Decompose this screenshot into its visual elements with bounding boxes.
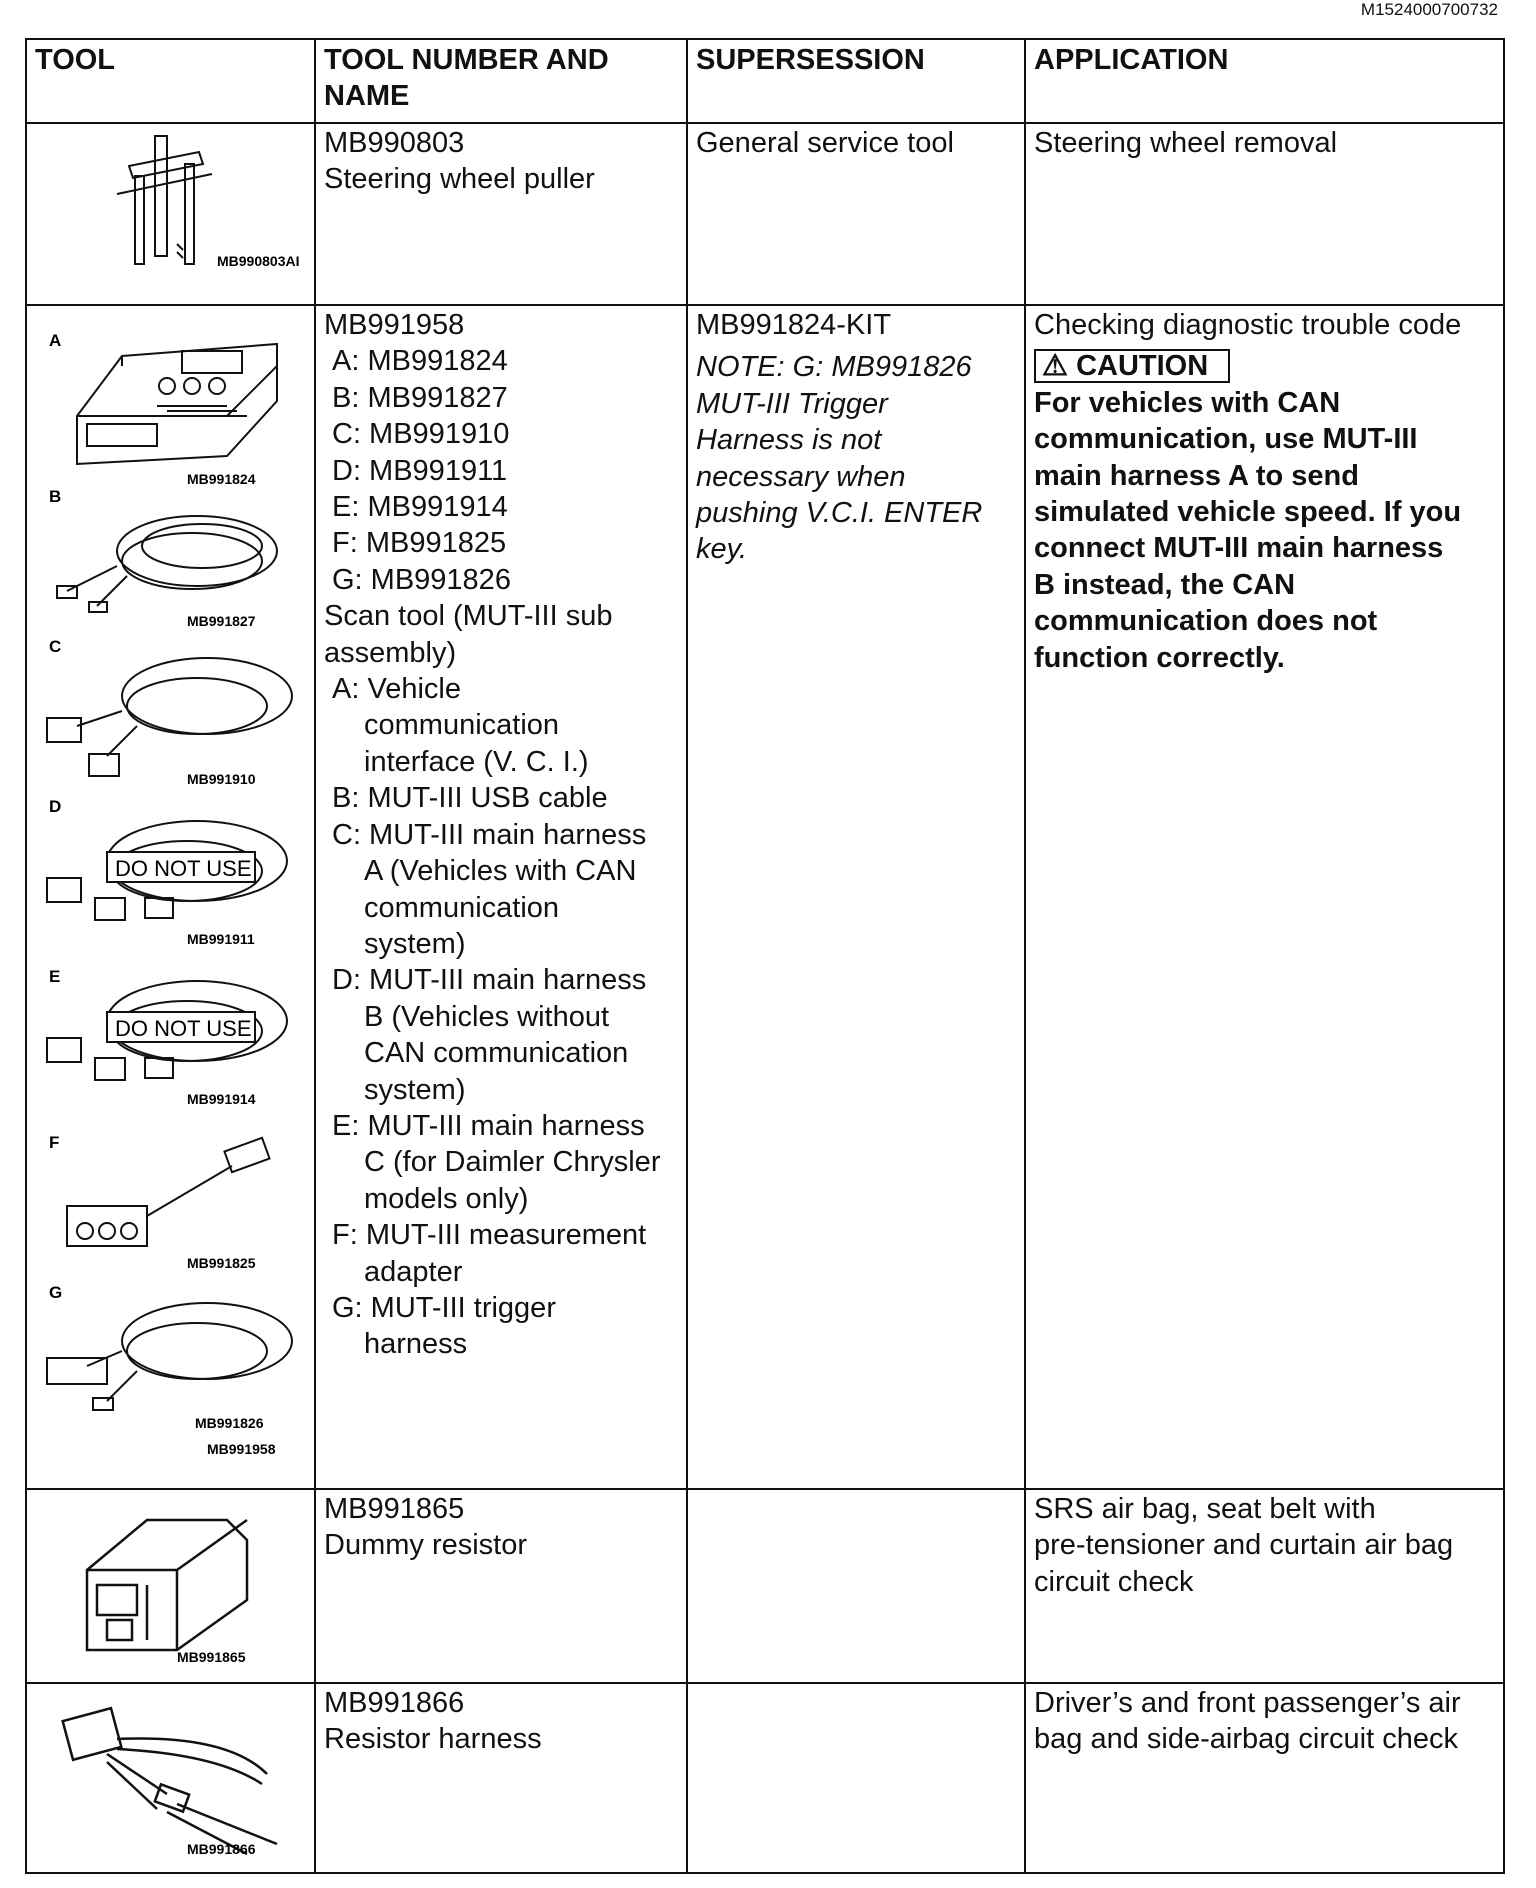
application-cell [1025,1489,1504,1683]
table-row [26,305,1504,1489]
resistor-harness-illustration [27,1684,316,1874]
caution-line: For vehicles with CAN [1034,386,1341,419]
image-label-e: MB991914 [187,1091,256,1107]
item-letter-c: C [49,637,62,656]
item-letter-e: E [49,967,61,986]
caution-box [1034,349,1230,383]
description-f-cont: adapter [364,1255,463,1288]
tool-name: Resistor harness [324,1723,542,1756]
tool-image-cell [26,305,315,1489]
vci-device [77,344,277,464]
description-a-cont: interface (V. C. I.) [364,745,589,778]
header-supersession: SUPERSESSION [687,39,1025,123]
component-g: G: MB991826 [332,563,511,596]
puller-handle [117,174,212,194]
application-line: circuit check [1034,1565,1194,1598]
do-not-use-d: DO NOT USE [115,856,252,881]
description-e-cont: C (for Daimler Chrysler [364,1146,661,1179]
component-e: E: MB991914 [332,491,508,524]
caution-line: function correctly. [1034,641,1285,674]
application-line: Driver’s and front passenger’s air [1034,1687,1461,1719]
caution-line: B instead, the CAN [1034,568,1296,601]
supersession-cell [687,305,1025,1489]
tool-name-line-1: Scan tool (MUT-III sub [324,600,613,633]
table-row [26,123,1504,305]
special-tools-table [25,38,1505,1874]
image-label: MB991866 [187,1841,256,1857]
warning-triangle-icon: ⚠ [1042,350,1068,383]
image-label-c: MB991910 [187,771,256,787]
caution-line: communication, use MUT-III [1034,423,1418,456]
header-application: APPLICATION [1025,39,1504,123]
image-label: MB991865 [177,1649,246,1665]
tool-number: MB991958 [324,309,465,341]
puller-center-bolt [155,136,167,256]
main-harness-a [47,658,292,776]
supersession-cell [687,123,1025,305]
component-c: C: MB991910 [332,418,510,451]
application-line: pre-tensioner and curtain air bag [1034,1529,1454,1562]
description-d-cont: B (Vehicles without [364,1000,610,1033]
tool-name: Dummy resistor [324,1529,528,1562]
trigger-harness [47,1303,292,1410]
application-cell [1025,305,1504,1489]
caution-line: communication does not [1034,605,1378,638]
description-a-cont: communication [364,709,560,742]
tool-name-line-2: assembly) [324,636,457,669]
caution-line: connect MUT-III main harness [1034,532,1444,565]
description-g: G: MUT-III trigger [332,1291,556,1324]
header-tool-number-and-name: TOOL NUMBER AND NAME [315,39,687,123]
application-text: Checking diagnostic trouble code [1034,309,1462,341]
document-id: M1524000700732 [1360,0,1498,19]
tool-number: MB991866 [324,1687,465,1719]
note-line: pushing V.C.I. ENTER [696,497,983,530]
tool-number-and-name-cell [315,1489,687,1683]
mut-iii-kit-illustration [27,306,316,1490]
tool-number: MB991865 [324,1493,465,1525]
tool-number-and-name-cell [315,123,687,305]
caution-line: simulated vehicle speed. If you [1034,496,1462,529]
supersession-cell [687,1683,1025,1873]
application-line: SRS air bag, seat belt with [1034,1493,1376,1525]
usb-cable [57,516,277,612]
steering-wheel-puller-illustration [27,124,316,306]
application-cell [1025,123,1504,305]
description-e-cont: models only) [364,1182,529,1215]
caution-text [1034,385,1495,676]
harness-wire [117,1738,267,1774]
note-line: key. [696,533,748,566]
table-row [26,1489,1504,1683]
image-label-f: MB991825 [187,1255,256,1271]
image-label: MB991958 [207,1441,276,1457]
do-not-use-e: DO NOT USE [115,1016,252,1041]
description-e: E: MUT-III main harness [332,1109,645,1142]
caution-line: main harness A to send [1034,459,1359,492]
tool-image-cell [26,1683,315,1873]
tool-image-cell [26,123,315,305]
supersession-text: MB991824-KIT [696,309,892,341]
item-letter-b: B [49,487,62,506]
item-letter-d: D [49,797,62,816]
description-c-cont: system) [364,927,466,960]
description-g-cont: harness [364,1328,468,1361]
header-tool: TOOL [26,39,315,123]
table-header-row [26,39,1504,123]
note-line: NOTE: G: MB991826 [696,351,972,384]
description-f: F: MUT-III measurement [332,1219,647,1252]
application-cell [1025,1683,1504,1873]
tool-name: Steering wheel puller [324,163,595,196]
image-label: MB990803AI [217,253,300,269]
supersession-note [696,349,1016,567]
harness-connector [63,1708,122,1760]
description-c: C: MUT-III main harness [332,818,647,851]
application-text: Steering wheel removal [1034,127,1338,159]
supersession-text: General service tool [696,127,954,159]
component-f: F: MB991825 [332,527,507,560]
description-b: B: MUT-III USB cable [332,782,608,815]
supersession-cell [687,1489,1025,1683]
tool-number-and-name-cell [315,305,687,1489]
application-line: bag and side-airbag circuit check [1034,1723,1458,1756]
component-d: D: MB991911 [332,454,508,487]
image-label-g: MB991826 [195,1415,264,1431]
note-line: necessary when [696,460,906,493]
item-letter-a: A [49,331,62,350]
description-d: D: MUT-III main harness [332,964,647,997]
image-label-d: MB991911 [187,931,255,947]
image-label-b: MB991827 [187,613,256,629]
description-c-cont: A (Vehicles with CAN [364,855,637,888]
note-line: Harness is not [696,424,882,457]
description-d-cont: system) [364,1073,466,1106]
measurement-adapter [67,1138,270,1246]
tool-number-and-name-cell [315,1683,687,1873]
table-row [26,1683,1504,1873]
tool-number: MB990803 [324,127,465,159]
description-a: A: Vehicle [332,673,461,706]
tool-image-cell [26,1489,315,1683]
image-label-a: MB991824 [187,471,256,487]
caution-label: CAUTION [1076,350,1209,383]
item-letter-f: F [49,1133,60,1152]
note-line: MUT-III Trigger [696,387,888,420]
item-letter-g: G [49,1283,63,1302]
dummy-resistor-illustration [27,1490,316,1684]
component-b: B: MB991827 [332,381,508,414]
description-d-cont: CAN communication [364,1037,629,1070]
component-a: A: MB991824 [332,345,508,378]
description-c-cont: communication [364,891,560,924]
